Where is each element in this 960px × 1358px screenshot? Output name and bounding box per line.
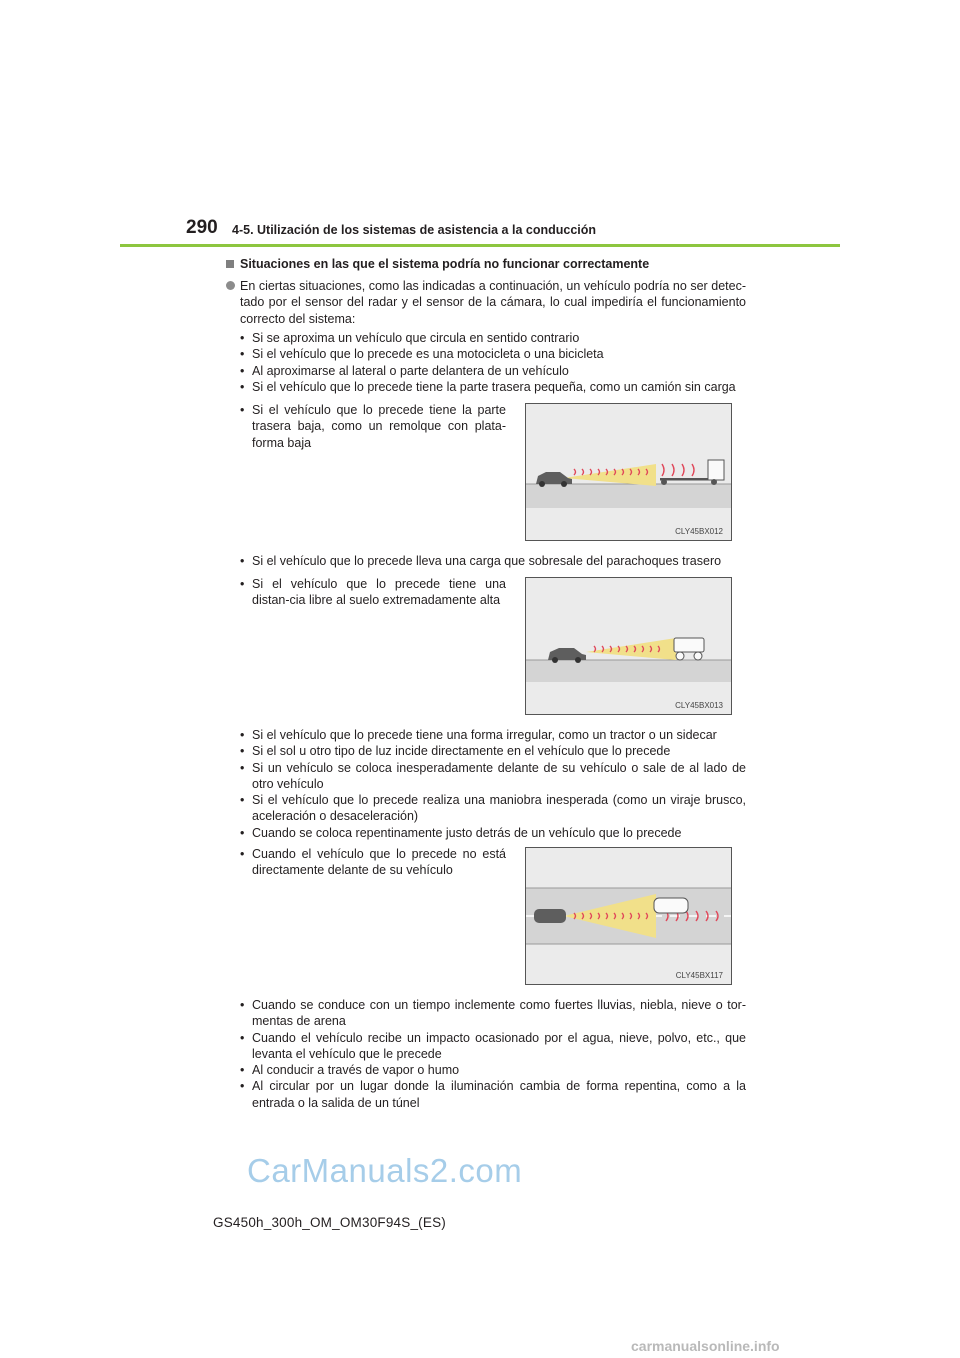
circle-bullet-icon bbox=[226, 281, 235, 290]
list-d bbox=[240, 997, 746, 1111]
list-item: • Si se aproxima un vehículo que circula en sentido contrario bbox=[240, 330, 746, 346]
list-item: • Si el vehículo que lo precede lleva una carga que sobresale del parachoques trasero bbox=[240, 553, 746, 569]
figure-code: CLY45BX013 bbox=[675, 701, 723, 710]
list-b bbox=[240, 553, 746, 569]
list-item: • Cuando se conduce con un tiempo inclemente como fuertes lluvias, niebla, nieve o tor-mentas de arena bbox=[240, 997, 746, 1030]
list-item: • Si el vehículo que lo precede realiza una maniobra inesperada (como un viraje brusco, aceleración o desaceleración) bbox=[240, 792, 746, 825]
figure-code: CLY45BX117 bbox=[675, 971, 723, 980]
list-item: • Si el vehículo que lo precede tiene una forma irregular, como un tractor o un sidecar bbox=[240, 727, 746, 743]
header-rule bbox=[120, 244, 840, 247]
list-item: • Cuando se coloca repentinamente justo detrás de un vehículo que lo precede bbox=[240, 825, 746, 841]
list-a bbox=[240, 330, 746, 395]
subsection-heading bbox=[226, 257, 649, 271]
figure-low-trailer bbox=[525, 403, 732, 541]
high-clearance-illustration bbox=[526, 578, 731, 714]
list-item: • Cuando el vehículo que lo precede no está directamente delante de su vehículo bbox=[240, 846, 506, 879]
figure-code: CLY45BX012 bbox=[675, 527, 723, 536]
list-item: • Si el vehículo que lo precede es una motocicleta o una bicicleta bbox=[240, 346, 746, 362]
list-item: • Al conducir a través de vapor o humo bbox=[240, 1062, 746, 1078]
list-item: • Si el vehículo que lo precede tiene la parte trasera pequeña, como un camión sin carga bbox=[240, 379, 746, 395]
square-bullet-icon bbox=[226, 260, 234, 268]
section-title: 4-5. Utilización de los sistemas de asistencia a la conducción bbox=[232, 223, 597, 237]
list-item: • Si un vehículo se coloca inesperadamente delante de su vehículo o sale de al lado de otro vehículo bbox=[240, 760, 746, 793]
fig2-caption bbox=[240, 576, 506, 609]
figure-high-clearance bbox=[525, 577, 732, 715]
watermark-carmanualsonline: carmanualsonline.info bbox=[631, 1338, 780, 1354]
page-number: 290 bbox=[186, 217, 218, 238]
fig3-caption bbox=[240, 846, 506, 879]
list-c bbox=[240, 727, 746, 841]
manual-code: GS450h_300h_OM_OM30F94S_(ES) bbox=[213, 1215, 446, 1230]
list-item: • Cuando el vehículo recibe un impacto ocasionado por el agua, nieve, polvo, etc., que levanta el vehículo que le precede bbox=[240, 1030, 746, 1063]
intro-paragraph bbox=[226, 278, 746, 327]
list-item: • Si el vehículo que lo precede tiene una distan-cia libre al suelo extremadamente alta bbox=[240, 576, 506, 609]
offset-vehicle-illustration bbox=[526, 848, 731, 984]
figure-offset-vehicle bbox=[525, 847, 732, 985]
list-item: • Al circular por un lugar donde la iluminación cambia de forma repentina, como a la entrada o la salida de un túnel bbox=[240, 1078, 746, 1111]
list-item: • Si el vehículo que lo precede tiene la parte trasera baja, como un remolque con plata-forma baja bbox=[240, 402, 506, 451]
intro-text: En ciertas situaciones, como las indicadas a continuación, un vehículo podría no ser detec-tado por el sensor del radar y el sensor de la cámara, lo cual impediría el funcionamiento correcto del sistema: bbox=[240, 279, 746, 326]
list-item: • Si el sol u otro tipo de luz incide directamente en el vehículo que lo precede bbox=[240, 743, 746, 759]
watermark-carmanuals2: CarManuals2.com bbox=[247, 1152, 523, 1189]
list-item: • Al aproximarse al lateral o parte delantera de un vehículo bbox=[240, 363, 746, 379]
low-trailer-illustration bbox=[526, 404, 731, 540]
subsection-heading-text: Situaciones en las que el sistema podría no funcionar correctamente bbox=[240, 257, 650, 271]
fig1-caption bbox=[240, 402, 506, 451]
